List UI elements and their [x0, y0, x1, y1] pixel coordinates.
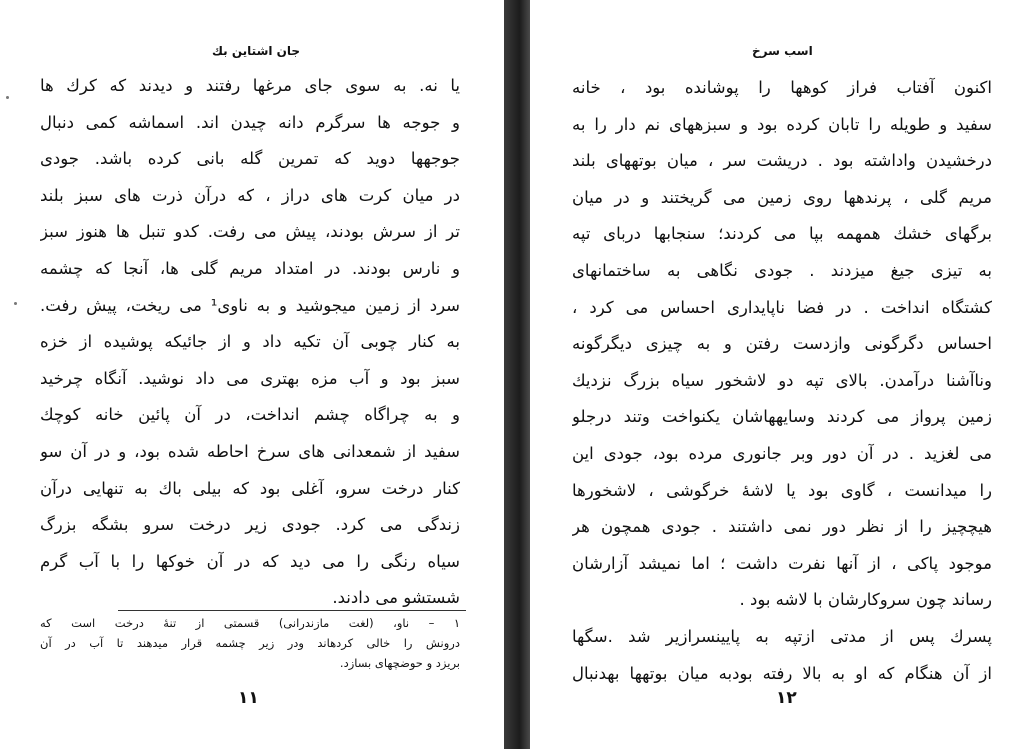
text-line: سبز بود و آب مزه بهتری می داد نوشید. آنگاه چرخید	[40, 368, 460, 388]
text-line: برگهای خشك همهمه بپا می کردند؛ سنجابها دربای تپه	[572, 224, 992, 244]
body-text	[572, 70, 992, 692]
text-line: سیاه رنگی را می دید که در آن خوکها را با آب گرم	[40, 551, 460, 571]
text-line: جوجهها دوید که تمرین گله بانی کرده باشد. جودی	[40, 149, 460, 169]
page-number: ۱۱	[238, 688, 259, 708]
text-line: و به چراگاه چشم انداخت، در آن پائین خانه کوچك	[40, 405, 460, 425]
text-line: زندگی می کرد. جودی زیر درخت سرو بشگه بزرگ	[40, 515, 460, 535]
text-line: کشتگاه انداخت . در فضا ناپایداری احساس می کرد ،	[572, 297, 992, 317]
footnote-line: درونش را خالی کردهاند ودر زیر چشمه قرار میدهند تا آب در آن	[40, 636, 460, 650]
text-line: زمین پرواز می کردند وسایههاشان یکنواخت وتند درجلو	[572, 407, 992, 427]
text-line: هیچچیز را از نظر دور نمی داشتند . جودی همچون هر	[572, 517, 992, 537]
scan-speck	[6, 96, 9, 99]
book-gutter	[504, 0, 530, 749]
text-line: می لغزید . در آن دور وبر جانوری مرده بود، جودی این	[572, 443, 992, 463]
text-line: مریم گلی ، پرندهها روی زمین می گریختند و در میان	[572, 187, 992, 207]
text-line: موجود پاکی ، از آنها نفرت داشت ؛ اما نمیشد آزارشان	[572, 553, 992, 573]
text-line: یا نه. به سوی جای مرغها رفتند و دیدند که کرك ها	[40, 76, 460, 95]
text-line: سفید و طویله را تابان کرده بود و سبزههای نم دار را به	[572, 114, 992, 134]
footnote-line: بریزد و حوضچهای بسازد.	[339, 656, 460, 670]
body-text	[40, 68, 460, 617]
page-number: ۱۲	[776, 688, 797, 708]
text-line: وناآشنا درآمدن. بالای تپه دو لاشخور سیاه بزرگ نزدیك	[572, 370, 992, 390]
text-line: و نارس بودند. در امتداد مریم گلی ها، آنجا که چشمه	[40, 258, 460, 278]
text-line: پسرك پس از مدتی ازتپه به پایینسرازیر شد .سگها	[572, 626, 992, 646]
left-page	[0, 0, 504, 749]
text-line: سفید از شمعدانی های سرخ احاطه شده بود، و در آن سو	[40, 441, 460, 461]
running-header: جان اشتاین بك	[212, 44, 301, 58]
text-line: درخشیدن واداشته بود . دریشت سر ، میان بوتههای بلند	[572, 151, 992, 171]
running-header: اسب سرخ	[752, 44, 813, 58]
right-page	[530, 0, 1024, 749]
text-line: احساس دگرگونی وازدست رفتن و به چیزی دیگرگونه	[572, 334, 992, 354]
text-line: از آن هنگام که او به بالا رفته بودبه میان بوتهها بهدنبال	[572, 663, 992, 683]
footnote-line: ۱ – ناو، (لغت مازندرانی) قسمتی از تنهٔ درخت است که	[40, 616, 460, 630]
text-line: و جوجه ها سرگرم دانه چیدن اند. اسماشه کمی دنبال	[40, 112, 460, 132]
text-line: به کنار چوبی آن تکیه داد و از جائیکه پوشیده از خزه	[40, 332, 460, 352]
text-line: اکنون آفتاب فراز کوهها را پوشانده بود ، خانه	[572, 78, 992, 97]
scan-speck	[14, 302, 17, 305]
footnote	[40, 613, 460, 673]
footnote-divider	[118, 610, 466, 611]
text-line: تر از سرش بودند، پیش می رفت. کدو تنبل ها هنوز سبز	[40, 222, 460, 242]
text-line: را میدانست ، گاوی بود یا لاشهٔ خرگوشی ، لاشخورها	[572, 480, 992, 500]
text-line: کنار درخت سرو، آغلی بود که بیلی باك به تنهایی درآن	[40, 478, 460, 498]
text-line: رساند چون سروکارشان با لاشه بود .	[739, 590, 992, 610]
text-line: در میان کرت های دراز ، که درآن ذرت های سبز بلند	[40, 185, 460, 205]
text-line: سرد از زمین میجوشید و به ناوی¹ می ریخت، پیش رفت.	[40, 295, 460, 315]
text-line: به تیزی جیغ میزدند . جودی نگاهی به ساختمانهای	[572, 260, 992, 280]
text-line: شستشو می دادند.	[332, 588, 460, 608]
